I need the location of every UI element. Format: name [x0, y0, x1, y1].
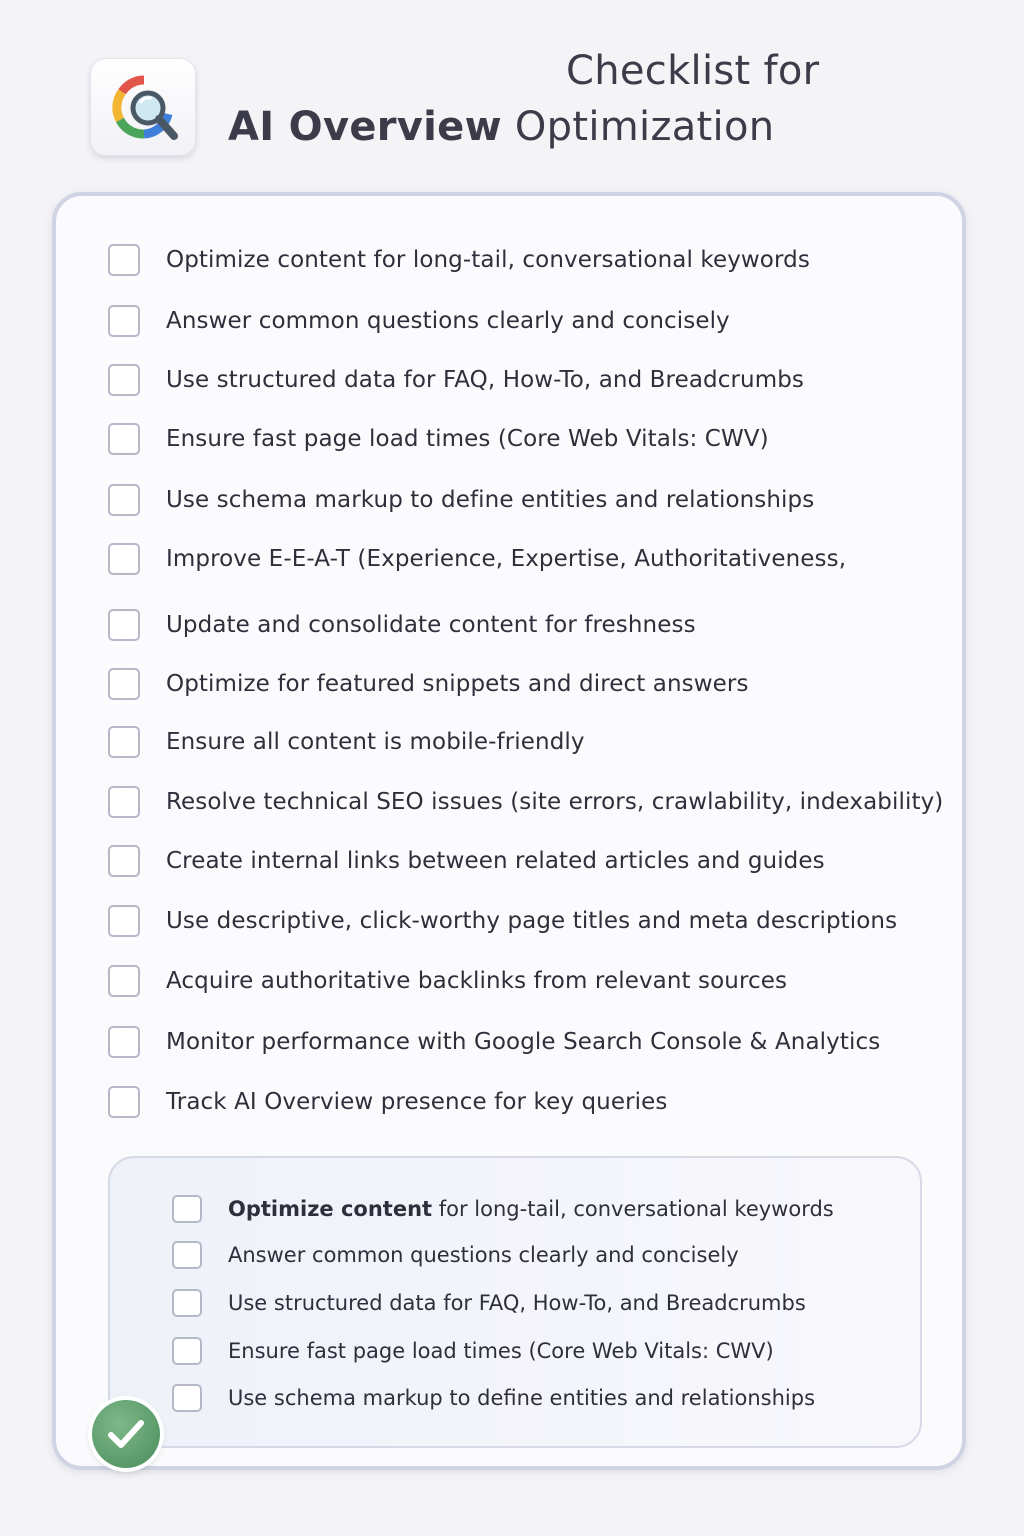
checkbox[interactable]	[172, 1289, 202, 1317]
checklist-item[interactable]	[108, 605, 696, 645]
checkbox[interactable]	[172, 1384, 202, 1412]
checkbox[interactable]	[108, 1026, 140, 1058]
checklist-card	[52, 192, 966, 1470]
checklist-item[interactable]	[108, 1082, 667, 1122]
checkbox[interactable]	[108, 244, 140, 276]
checkbox[interactable]	[172, 1241, 202, 1269]
checklist-item[interactable]	[108, 722, 585, 762]
summary-item-label: Use structured data for FAQ, How-To, and Breadcrumbs	[228, 1291, 806, 1315]
checklist-item-label: Use structured data for FAQ, How-To, and Breadcrumbs	[166, 367, 805, 393]
summary-item[interactable]	[172, 1334, 774, 1368]
summary-item-rest: for long-tail, conversational keywords	[432, 1197, 834, 1221]
checklist-item[interactable]	[108, 419, 769, 459]
checklist-item[interactable]	[108, 480, 814, 520]
checkbox[interactable]	[108, 1086, 140, 1118]
checklist-item[interactable]	[108, 841, 825, 881]
checklist-item[interactable]	[108, 240, 810, 280]
checklist-item-label: Optimize for featured snippets and direct answers	[166, 671, 749, 697]
checklist-item[interactable]	[108, 360, 804, 400]
checkbox[interactable]	[108, 543, 140, 575]
checklist-item[interactable]	[108, 539, 846, 579]
checklist-item-label: Answer common questions clearly and concisely	[166, 308, 730, 334]
checklist-item-label: Optimize content for long-tail, conversational keywords	[166, 247, 810, 273]
page-title-rest: Optimization	[501, 104, 775, 150]
summary-panel	[108, 1156, 922, 1448]
checkbox[interactable]	[172, 1195, 202, 1223]
checklist-item-label: Create internal links between related articles and guides	[166, 848, 825, 874]
checkbox[interactable]	[108, 484, 140, 516]
checklist-item[interactable]	[108, 901, 897, 941]
summary-item-label: Ensure fast page load times (Core Web Vitals: CWV)	[228, 1339, 774, 1363]
checkbox[interactable]	[108, 726, 140, 758]
checklist-item-label: Ensure all content is mobile-friendly	[166, 729, 585, 755]
summary-item[interactable]	[172, 1238, 739, 1272]
checkbox[interactable]	[108, 609, 140, 641]
page-title-line2	[228, 104, 774, 150]
checklist-item[interactable]	[108, 301, 730, 341]
checkbox[interactable]	[108, 305, 140, 337]
page-title-strong: AI Overview	[228, 104, 502, 150]
checkbox[interactable]	[108, 965, 140, 997]
summary-item[interactable]	[172, 1381, 815, 1415]
checkbox[interactable]	[108, 905, 140, 937]
checkbox[interactable]	[108, 668, 140, 700]
checklist-item-label: Update and consolidate content for freshness	[166, 612, 696, 638]
search-magnifier-icon	[104, 68, 184, 148]
checklist-item-label: Use descriptive, click-worthy page titles and meta descriptions	[166, 908, 898, 934]
summary-item-label	[228, 1197, 834, 1221]
summary-item[interactable]	[172, 1286, 806, 1320]
checkmark-icon	[106, 1416, 146, 1452]
checklist-item-label: Resolve technical SEO issues (site errors, crawlability, indexability)	[166, 789, 944, 815]
checklist-item[interactable]	[108, 664, 749, 704]
summary-item[interactable]	[172, 1192, 834, 1226]
checklist-item-label: Use schema markup to define entities and relationships	[166, 487, 815, 513]
checklist-item-label: Improve E-E-A-T (Experience, Expertise, Authoritativeness,	[166, 546, 847, 572]
checklist-item[interactable]	[108, 961, 787, 1001]
page-header	[0, 0, 1024, 190]
checklist-item-label: Monitor performance with Google Search Console & Analytics	[166, 1029, 881, 1055]
checklist-item-label: Track AI Overview presence for key queries	[166, 1089, 668, 1115]
summary-item-label: Use schema markup to define entities and relationships	[228, 1386, 816, 1410]
page-title-line1: Checklist for	[566, 48, 820, 94]
checkbox[interactable]	[108, 845, 140, 877]
checklist-item-label: Acquire authoritative backlinks from relevant sources	[166, 968, 788, 994]
checklist-item-label: Ensure fast page load times (Core Web Vitals: CWV)	[166, 426, 769, 452]
checkbox[interactable]	[108, 364, 140, 396]
checklist-item[interactable]	[108, 1022, 880, 1062]
checklist-item[interactable]	[108, 782, 943, 822]
checkbox[interactable]	[108, 786, 140, 818]
checkbox[interactable]	[172, 1337, 202, 1365]
summary-item-strong: Optimize content	[228, 1197, 433, 1221]
completion-badge	[92, 1400, 160, 1468]
checkbox[interactable]	[108, 423, 140, 455]
logo-tile	[90, 58, 196, 156]
summary-item-label: Answer common questions clearly and concisely	[228, 1243, 739, 1267]
